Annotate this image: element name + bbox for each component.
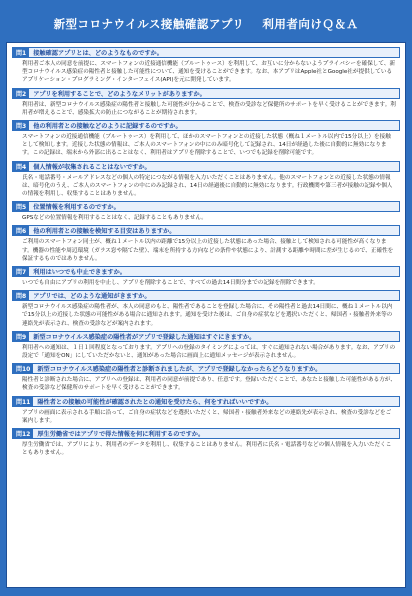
faq-item [12, 120, 400, 158]
faq-item [12, 363, 400, 392]
answer-paragraph: 厚生労働省では、アプリにより、利用者のデータを利用し、収集することはありません。利用者に氏名・電話番号などの個人情報を入力いただくこともありません。 [22, 442, 392, 457]
faq-item [12, 47, 400, 85]
answer-paragraph: 利用者は、新型コロナウイルス感染症の陽性者と接触した可能性が分かることで、検査の受診など保健所のサポートを早く受けることができます。利用者が増えることで、感染拡大の防止につながることが期待されます。 [22, 101, 396, 116]
question-text: 接触確認アプリとは、どのようなものですか。 [33, 50, 163, 57]
faq-item [12, 331, 400, 360]
answer-paragraph: いつでも自由にアプリの利用を中止し、アプリを削除することで、すべての過去14日間分までの記録を削除できます。 [22, 280, 319, 287]
question-number: 問8 [13, 291, 29, 300]
faq-item [12, 428, 400, 457]
faq-item [12, 266, 400, 287]
faq-question [12, 201, 400, 212]
faq-question [12, 266, 400, 277]
question-text: アプリでは、どのような通知がきますか。 [33, 293, 151, 301]
question-number: 問4 [13, 162, 29, 171]
faq-content [6, 42, 406, 588]
faq-answer [12, 374, 400, 392]
page-header [6, 6, 406, 42]
answer-paragraph: 利用者への通知は、１日１回程度となっております。アプリへの登録のタイミングによっては、すぐに通知されない場合があります。なお、アプリの設定で「通知をON」にしていただかないと、通知があった場合に画面上に通知メッセージが表示されません。 [22, 344, 396, 360]
question-text: 陽性者との接触の可能性が確認されたとの通知を受けたら、何をすればいいですか。 [37, 398, 273, 406]
faq-item [12, 88, 400, 117]
answer-paragraph: 陽性者と診断された場合に、アプリへの登録は、利用者の同意が前提であり、任意です。登録いただくことで、あなたと接触した可能性がある方が、検査の受診など保健所のサポートを早く受けることができます。 [22, 377, 396, 392]
answer-paragraph: ご利用のスマートフォン同士が、概ね１メートル以内の距離で15分以上の近接した状態にあった場合、接触として検知される可能性が高くなります。機器の性能や周辺環境（ガラス窓や隔てた壁）、端末を所持する方向などの条件や状態により、計測する距離や時間に差が生じるので、正確性を保証するものではありません。 [22, 239, 394, 262]
faq-answer [12, 99, 400, 117]
answer-paragraph: アプリの画面に表示される手順に沿って、ご自身の症状などを選択いただくと、帰国者・接触者外来などの連絡先が表示され、検査の受診などをご案内します。 [22, 409, 392, 424]
question-number: 問11 [13, 397, 33, 406]
faq-question [12, 161, 400, 172]
faq-answer [12, 212, 400, 222]
faq-item [12, 161, 400, 199]
answer-paragraph: GPSなどの位置情報を利用することはなく、記録することもありません。 [22, 215, 207, 222]
question-text: 新型コロナウイルス感染症の陽性者と診断されましたが、アプリで登録しなかったらどうなりますか。 [37, 366, 322, 374]
question-text: 他の利用者との接触を検知する目安はありますか。 [33, 228, 176, 236]
faq-question [12, 331, 400, 342]
faq-answer [12, 131, 400, 158]
question-text: 厚生労働省ではアプリで得た情報を何に利用するのですか。 [37, 431, 205, 439]
question-number: 問6 [13, 226, 29, 235]
answer-paragraph: 利用者ご本人の同意を前提に、スマートフォンの近接通信機能（ブルートゥース）を利用して、お互いに分からないようプライバシーを確保して、新型コロナウイルス感染症の陽性者と接触した可能性について、通知を受けることができます。なお、本アプリはApple社とGoogle社が提供しているアプリケーション・プログラミング・インターフェイス(API)を元に開発しています。 [22, 61, 396, 84]
question-number: 問5 [13, 202, 29, 211]
faq-item [12, 201, 400, 222]
faq-item [12, 290, 400, 328]
question-number: 問10 [13, 364, 33, 373]
faq-answer [12, 172, 400, 199]
faq-question [12, 290, 400, 301]
page-title: 新型コロナウイルス接触確認アプリ [53, 17, 245, 31]
faq-question [12, 47, 400, 58]
question-text: 新型コロナウイルス感染症の陽性者がアプリで登録した通知はすぐにきますか。 [33, 333, 256, 341]
faq-answer [12, 407, 400, 425]
question-number: 問9 [13, 332, 29, 341]
question-text: 利用はいつでも中止できますか。 [33, 269, 126, 277]
faq-item [12, 396, 400, 425]
faq-question [12, 363, 400, 374]
faq-question [12, 225, 400, 236]
faq-answer [12, 439, 400, 457]
faq-item [12, 225, 400, 263]
faq-question [12, 428, 400, 439]
faq-answer [12, 236, 400, 263]
question-text: 位置情報を利用するのですか。 [33, 204, 120, 212]
question-number: 問2 [13, 89, 29, 98]
question-number: 問7 [13, 267, 29, 276]
question-number: 問3 [13, 121, 29, 130]
question-number: 問12 [13, 429, 33, 438]
faq-question [12, 396, 400, 407]
faq-answer [12, 301, 400, 328]
question-text: 個人情報が収集されることはないですか。 [33, 163, 151, 171]
faq-answer [12, 277, 400, 287]
faq-answer [12, 58, 400, 85]
faq-question [12, 88, 400, 99]
page-subtitle: 利用者向けＱ＆Ａ [262, 17, 359, 31]
question-text: アプリを利用することで、どのようなメリットがありますか。 [33, 90, 206, 98]
faq-answer [12, 342, 400, 360]
answer-paragraph: スマートフォンの近接通信機能（ブルートゥース）を利用して、ほかのスマートフォンとの近接した状態（概ね１メートル以内で15分以上）を接触として検知します。近接した状態の情報は、ご本人のスマートフォンの中にのみ暗号化して記録され、14日が経過した後に自動的に無効になります。この記録は、端末から外部に出ることはなく、利用者はアプリを削除することで、いつでも記録を削除可能です。 [22, 134, 391, 157]
question-number: 問1 [13, 48, 29, 57]
faq-question [12, 120, 400, 131]
question-text: 他の利用者との接触などのように記録するのですか。 [33, 123, 182, 131]
answer-paragraph: 新型コロナウイルス感染症の陽性者が、本人の同意のもと、陽性者であることを登録した場合に、その陽性者と過去14日間に、概ね１メートル以内で15分以上の近接した状態の可能性がある場合に通知されます。通知を受けた後は、ご自身の症状などを選択いただくと、帰国者・接触者外来等の連絡先が表示され、検査の受診などが案内されます。 [22, 304, 393, 327]
answer-paragraph: 氏名・電話番号・メールアドレスなどの個人の特定につながる情報を入力いただくことはありません。他のスマートフォンとの近接した状態の情報は、暗号化のうえ、ご本人のスマートフォンの中にのみ記録され、14日の経過後に自動的に無効になります。行政機関や第三者が接触の記録や個人の情報を利用し、収集することはありません。 [22, 174, 393, 198]
